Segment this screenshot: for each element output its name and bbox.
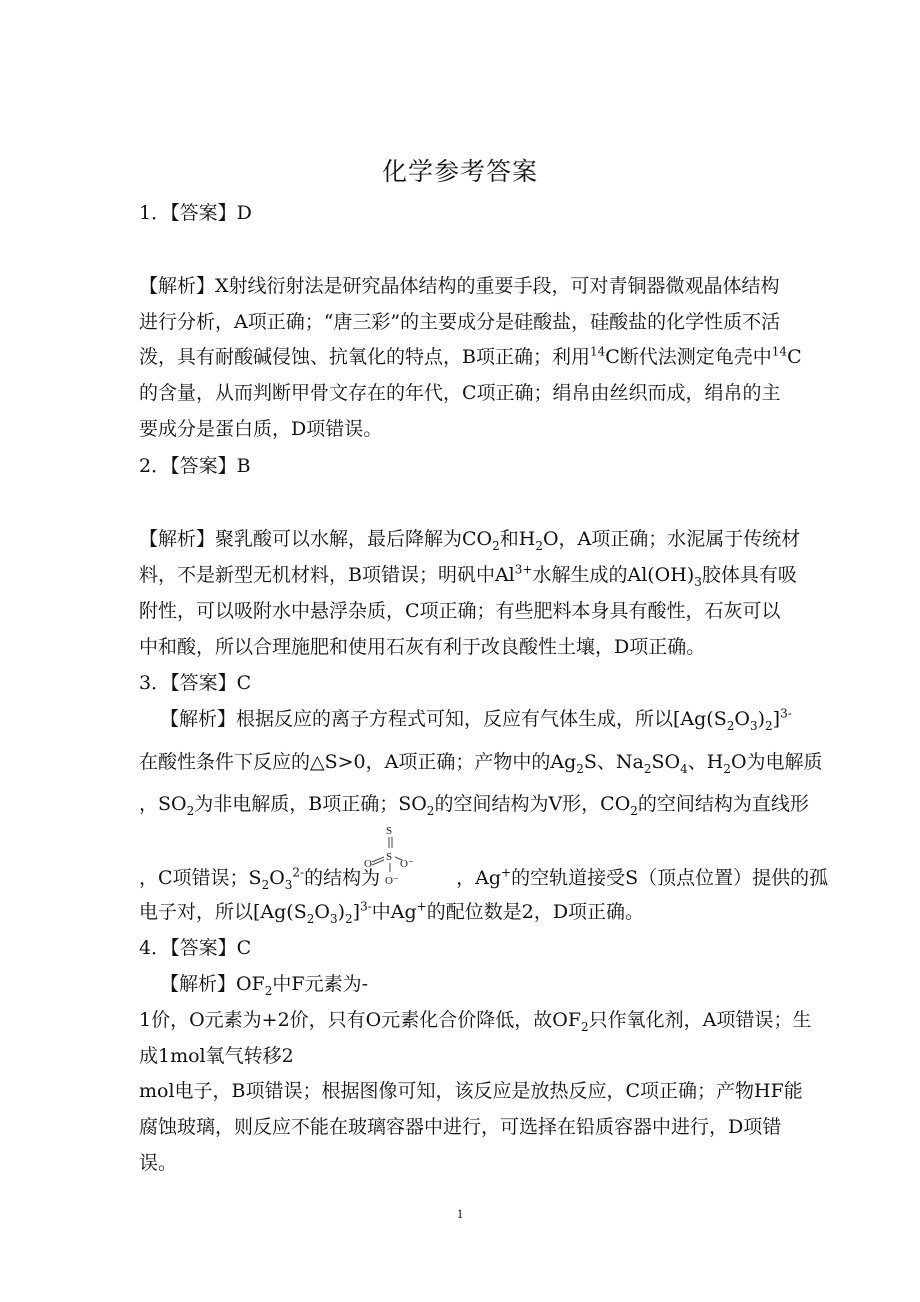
q3-analysis-line: 电子对，所以$[Ag(S_2O_3)_2]^{3-}$中Ag+的配位数是2，D项正确。 — [139, 899, 645, 926]
q2-answer: 2．【答案】B — [139, 455, 251, 477]
structure-atom-left: O — [364, 858, 372, 870]
q3-analysis-line: 在酸性条件下反应的△S>0，A项正确；产物中的$Ag_2S$、$Na_2SO_4$、$H_2O$为电解质 — [139, 751, 823, 776]
q1-analysis-line: 的含量，从而判断甲骨文存在的年代，C项正确；绢帛由丝织而成，绢帛的主 — [139, 382, 781, 404]
q4-analysis-line: 误。 — [139, 1152, 178, 1174]
structure-atom-top: S — [386, 825, 393, 837]
q1-analysis-line: 进行分析，A项正确；“唐三彩”的主要成分是硅酸盐，硅酸盐的化学性质不活 — [139, 311, 781, 333]
q3-analysis-line: 【解析】根据反应的离子方程式可知，反应有气体生成，所以$[Ag(S_2O_3)_2]^{3-}$ — [160, 706, 792, 733]
q1-analysis-line: 【解析】X射线衍射法是研究晶体结构的重要手段，可对青铜器微观晶体结构 — [139, 275, 780, 297]
q4-analysis-line: mol电子，B项错误；根据图像可知，该反应是放热反应，C项正确；产物HF能 — [139, 1080, 803, 1102]
q4-answer: 4．【答案】C — [139, 937, 252, 959]
page-title: 化学参考答案 — [381, 157, 538, 186]
q3-analysis-line: ，C项错误；$S_2O_3^{2-}$的结构为 ，Ag+的空轨道接受S（顶点位置）提供的孤 — [139, 865, 829, 892]
q3-analysis-line: ，$SO_2$为非电解质，B项正确；$SO_2$的空间结构为V形，$CO_2$的空间结构为直线形 — [139, 793, 809, 818]
q1-analysis-line: 泼，具有耐酸碱侵蚀、抗氧化的特点，B项正确；利用$^{14}$C断代法测定龟壳中$^{14}$C — [139, 344, 802, 368]
structure-atom-bottom: O⁻ — [385, 875, 399, 886]
q1-answer: 1．【答案】D — [139, 202, 252, 224]
q1-analysis-line: 要成分是蛋白质，D项错误。 — [139, 418, 383, 440]
q2-analysis-line: 料，不是新型无机材料，B项错误；明矾中$Al^{3+}$水解生成的$Al(OH)_3$胶体具有吸 — [139, 562, 797, 589]
q2-analysis-line: 附性，可以吸附水中悬浮杂质，C项正确；有些肥料本身具有酸性，石灰可以 — [139, 600, 781, 622]
structure-atom-center: S — [386, 851, 393, 863]
page-number: 1 — [456, 1206, 464, 1221]
q4-analysis-line: 腐蚀玻璃，则反应不能在玻璃容器中进行，可选择在铅质容器中进行，D项错 — [139, 1116, 782, 1138]
q2-analysis-line: 中和酸，所以合理施肥和使用石灰有利于改良酸性土壤，D项正确。 — [139, 636, 706, 658]
structure-atom-right: O⁻ — [400, 858, 414, 870]
q2-analysis-line: 【解析】聚乳酸可以水解，最后降解为$CO_2$和$H_2O$，A项正确；水泥属于传统材 — [139, 528, 801, 553]
q4-analysis-line: 1价，O元素为+2价，只有O元素化合价降低，故$OF_2$只作氧化剂，A项错误；生 — [139, 1009, 812, 1034]
q3-answer: 3．【答案】C — [139, 672, 252, 694]
q4-analysis-line: 【解析】$OF_2$中F元素为- — [160, 973, 369, 998]
q4-analysis-line: 成1mol氧气转移2 — [139, 1045, 294, 1067]
